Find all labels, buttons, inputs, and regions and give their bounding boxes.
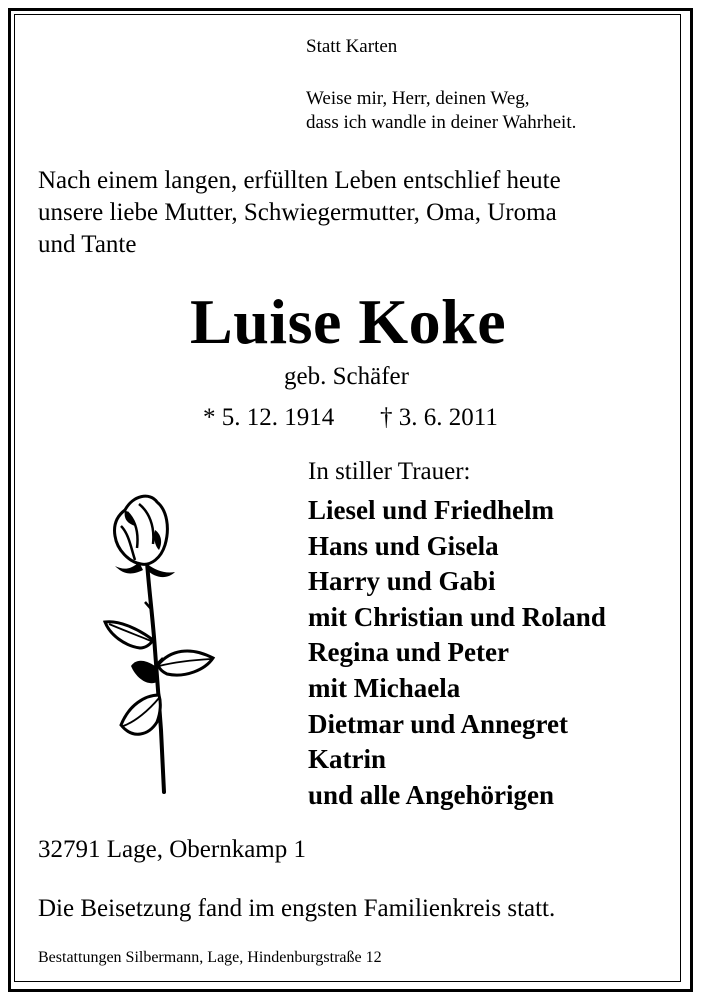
birth-date: * 5. 12. 1914 bbox=[203, 404, 335, 431]
deceased-name: Luise Koke bbox=[190, 286, 507, 357]
birth-name: geb. Schäfer bbox=[284, 363, 409, 390]
mourner-name: Katrin bbox=[308, 744, 386, 774]
rose-icon bbox=[95, 490, 225, 795]
mourner-name: und alle Angehörigen bbox=[308, 780, 555, 810]
verse-line-2: dass ich wandle in deiner Wahrheit. bbox=[306, 112, 577, 133]
mourner-name: Dietmar und Annegret bbox=[308, 709, 569, 739]
mourner-name: Liesel und Friedhelm bbox=[308, 495, 555, 525]
mourner-name: mit Michaela bbox=[308, 673, 461, 703]
mourner-name: Hans und Gisela bbox=[308, 531, 499, 561]
mourner-name: mit Christian und Roland bbox=[308, 602, 606, 632]
mourner-name: Regina und Peter bbox=[308, 637, 509, 667]
mourner-name: Harry und Gabi bbox=[308, 566, 496, 596]
mourning-heading: In stiller Trauer: bbox=[308, 458, 471, 485]
verse-line-1: Weise mir, Herr, deinen Weg, bbox=[306, 88, 530, 109]
intro-line-2: unsere liebe Mutter, Schwiegermutter, Oma, Uroma bbox=[38, 199, 557, 226]
death-date: † 3. 6. 2011 bbox=[380, 404, 498, 431]
intro-line-3: und Tante bbox=[38, 231, 137, 258]
statt-karten: Statt Karten bbox=[306, 36, 398, 57]
intro-line-1: Nach einem langen, erfüllten Leben entschlief heute bbox=[38, 167, 561, 194]
undertaker-line: Bestattungen Silbermann, Lage, Hindenburgstraße 12 bbox=[38, 949, 382, 966]
address: 32791 Lage, Obernkamp 1 bbox=[38, 836, 306, 863]
burial-note: Die Beisetzung fand im engsten Familienkreis statt. bbox=[38, 895, 556, 922]
